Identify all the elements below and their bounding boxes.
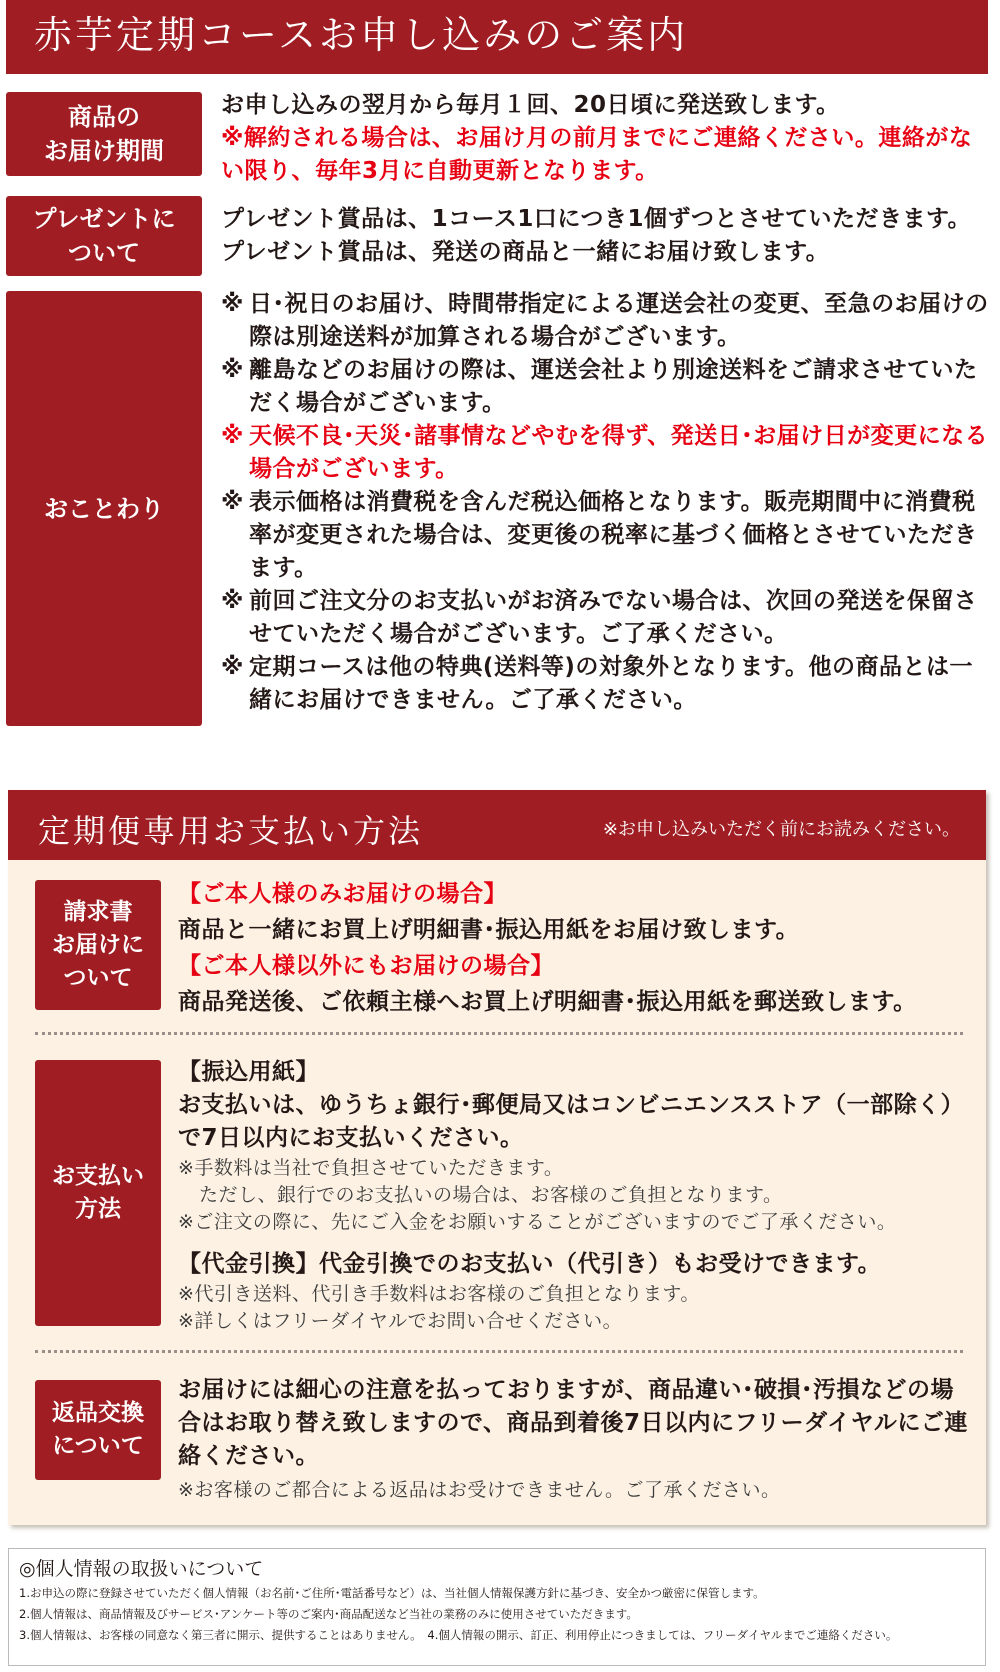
- disclaimer-note-alert: ※ 天候不良･天災･諸事情などやむを得ず、発送日･お届け日が変更になる場合がございます。: [221, 423, 989, 482]
- cancel-notice: ※解約される場合は、お届け月の前月までにご連絡ください。連絡がない限り、毎年3月に自動更新となります。: [221, 125, 973, 184]
- privacy-title: ◎個人情報の取扱いについて: [19, 1558, 264, 1580]
- present-info: プレゼント賞品は、1コース1口につき1個ずつとさせていただきます。プレゼント賞品は、発送の商品と一緒にお届け致します。: [221, 206, 972, 265]
- returns-info: [178, 1374, 968, 1504]
- cod-text: 代金引換でのお支払い（代引き）もお受けできます。: [319, 1251, 882, 1277]
- transfer-note: ※ご注文の際に、先にご入金をお願いすることがございますのでご了承ください。: [178, 1211, 897, 1233]
- label-invoice: 請求書 お届けに ついて: [35, 880, 161, 1010]
- privacy-line: 2.個人情報は、商品情報及びサービス･アンケート等のご案内･商品配送など当社の業務のみに使用させていただきます。: [19, 1607, 638, 1621]
- disclaimer-note: ※ 前回ご注文分のお支払いがお済みでない場合は、次回の発送を保留させていただく場合がございます。ご了承ください。: [221, 588, 978, 647]
- payment-title: 定期便専用お支払い方法: [38, 812, 424, 850]
- privacy-line: 3.個人情報は、お客様の同意なく第三者に開示、提供することはありません。 4.個人情報の開示、訂正、利用停止につきましては、フリーダイヤルまでご連絡ください。: [19, 1628, 898, 1642]
- transfer-note: ※手数料は当社で負担させていただきます。: [178, 1157, 564, 1179]
- cod-note: ※詳しくはフリーダイヤルでお問い合せください。: [178, 1310, 623, 1332]
- payment-read-note: ※お申し込みいただく前にお読みください。: [602, 819, 960, 840]
- invoice-case1-text: 商品と一緒にお買上げ明細書･振込用紙をお届け致します。: [178, 917, 800, 943]
- page-title: 赤芋定期コースお申し込みのご案内: [6, 0, 988, 74]
- label-payment-method: お支払い 方法: [35, 1060, 161, 1326]
- invoice-case1-title: 【ご本人様のみお届けの場合】: [178, 881, 507, 907]
- label-delivery-period: 商品の お届け期間: [6, 92, 202, 176]
- cod-title: 【代金引換】: [178, 1251, 319, 1277]
- disclaimer-note: ※ 日･祝日のお届け、時間帯指定による運送会社の変更、至急のお届けの際は別途送料が加算される場合がございます。: [221, 291, 989, 350]
- privacy-box: [8, 1548, 986, 1666]
- disclaimer-note: ※ 離島などのお届けの際は、運送会社より別途送料をご請求させていただく場合がございます。: [221, 357, 978, 416]
- disclaimer-note: ※ 表示価格は消費税を含んだ税込価格となります。販売期間中に消費税率が変更された場合は、変更後の税率に基づく価格とさせていただきます。: [221, 489, 978, 581]
- transfer-note: ただし、銀行でのお支払いの場合は、お客様のご負担となります。: [199, 1184, 783, 1206]
- divider: [35, 1350, 963, 1353]
- returns-note: ※お客様のご都合による返品はお受けできません。ご了承ください。: [178, 1479, 781, 1501]
- disclaimer-note: ※ 定期コースは他の特典(送料等)の対象外となります。他の商品とは一緒にお届けできません。ご了承ください。: [221, 654, 974, 713]
- cod-note: ※代引き送料、代引き手数料はお客様のご負担となります。: [178, 1283, 700, 1305]
- delivery-line: お申し込みの翌月から毎月１回、20日頃に発送致します。: [221, 92, 840, 118]
- invoice-case2-text: 商品発送後、ご依頼主様へお買上げ明細書･振込用紙を郵送致します。: [178, 989, 917, 1015]
- label-disclaimer: おことわり: [6, 291, 202, 726]
- invoice-case2-title: 【ご本人様以外にもお届けの場合】: [178, 953, 554, 979]
- transfer-text: お支払いは、ゆうちょ銀行･郵便局又はコンビニエンスストア（一部除く）で7日以内にお支払いください。: [178, 1092, 965, 1151]
- transfer-title: 【振込用紙】: [178, 1059, 319, 1085]
- returns-text: お届けには細心の注意を払っておりますが、商品違い･破損･汚損などの場合はお取り替え致しますので、商品到着後7日以内にフリーダイヤルにご連絡ください。: [178, 1377, 968, 1469]
- disclaimer-notes: [221, 288, 991, 717]
- payment-method-info: [178, 1056, 968, 1335]
- label-present: プレゼントに ついて: [6, 196, 202, 276]
- cod-line: [178, 1248, 968, 1281]
- privacy-line: 1.お申込の際に登録させていただく個人情報（お名前･ご住所･電話番号など）は、当社個人情報保護方針に基づき、安全かつ厳密に保管します。: [19, 1586, 765, 1600]
- invoice-info: [178, 876, 968, 1020]
- divider: [35, 1032, 963, 1035]
- label-returns: 返品交換 について: [35, 1380, 161, 1480]
- delivery-info: [221, 89, 991, 188]
- payment-header: [8, 790, 986, 860]
